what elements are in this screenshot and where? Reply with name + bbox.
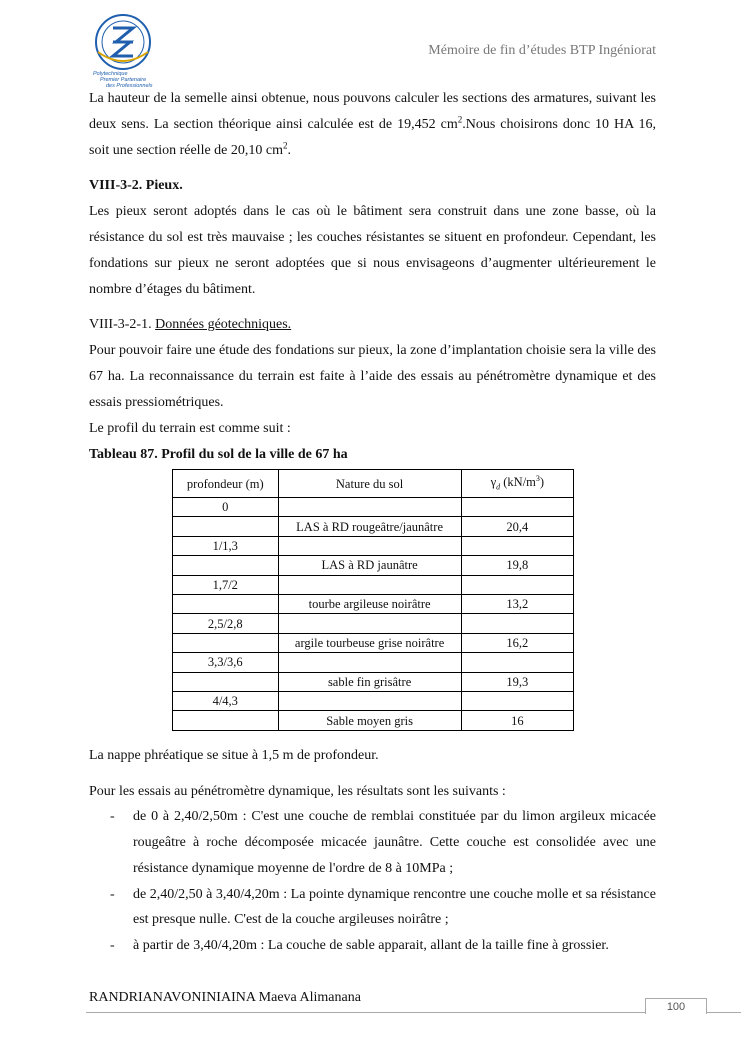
section-heading-pieux: VIII-3-2. Pieux. [89, 178, 183, 194]
table-header-row [173, 470, 574, 498]
school-logo [88, 12, 158, 88]
cell-gamma [461, 575, 573, 594]
cell-depth [173, 633, 279, 652]
cell-gamma: 13,2 [461, 594, 573, 613]
logo-tagline-1: Polytechnique [93, 71, 128, 77]
header-title: Mémoire de fin d’études BTP Ingéniorat [428, 43, 656, 58]
cell-depth [173, 594, 279, 613]
table-row [173, 594, 574, 613]
page-number: 100 [645, 998, 707, 1014]
list-dash: - [110, 938, 115, 954]
cell-soil: LAS à RD rougeâtre/jaunâtre [278, 517, 461, 536]
intro-sup-b: 2 [283, 139, 288, 150]
cell-depth [173, 556, 279, 575]
school-emblem-icon [88, 12, 158, 88]
cell-gamma: 16,2 [461, 633, 573, 652]
results-intro: Pour les essais au pénétromètre dynamique, les résultats sont les suivants : [89, 783, 506, 799]
table-row [173, 556, 574, 575]
footer-author: RANDRIANAVONINIAINA Maeva Alimanana [89, 990, 361, 1005]
cell-soil: LAS à RD jaunâtre [278, 556, 461, 575]
cell-depth: 1/1,3 [173, 536, 279, 555]
cell-soil: sable fin grisâtre [278, 672, 461, 691]
logo-tagline-3: des Professionnels [106, 83, 153, 88]
soil-profile-table [172, 469, 574, 730]
cell-gamma: 16 [461, 711, 573, 730]
gamma-close: ) [539, 475, 545, 490]
cell-soil: argile tourbeuse grise noirâtre [278, 633, 461, 652]
cell-gamma: 20,4 [461, 517, 573, 536]
cell-soil [278, 575, 461, 594]
cell-depth: 1,7/2 [173, 575, 279, 594]
gamma-subscript: d [496, 483, 501, 493]
cell-depth: 4/4,3 [173, 691, 279, 710]
header-depth: profondeur (m) [173, 470, 279, 498]
results-list [89, 804, 656, 959]
intro-sup-a: 2 [457, 114, 463, 125]
cell-depth [173, 711, 279, 730]
subsection-number: VIII-3-2-1. [89, 317, 156, 333]
list-dash: - [110, 886, 115, 902]
table-row [173, 691, 574, 710]
list-item [89, 933, 656, 959]
cell-gamma [461, 498, 573, 517]
table-caption: Tableau 87. Profil du sol de la ville de 67 ha [89, 447, 348, 463]
cell-depth: 3,3/3,6 [173, 653, 279, 672]
cell-soil [278, 653, 461, 672]
table-row [173, 498, 574, 517]
header-gamma [461, 470, 573, 498]
cell-soil: tourbe argileuse noirâtre [278, 594, 461, 613]
table-row [173, 536, 574, 555]
section-pieux-body: Les pieux seront adoptés dans le cas où le bâtiment sera construit dans une zone basse, où la résistance du sol est très mauvaise ; les couches résistantes se situent en profondeur. Cependant, les fondations sur pieux ne seront adoptées que si nous envisageons d’augmenter ultérieurement le nombre d’étages du bâtiment. [89, 204, 656, 297]
water-table-note: La nappe phréatique se situe à 1,5 m de profondeur. [89, 747, 379, 763]
document-body [89, 86, 656, 959]
header-soil: Nature du sol [278, 470, 461, 498]
gamma-unit: (kN/m [500, 475, 536, 490]
list-item-text: de 0 à 2,40/2,50m : C'est une couche de remblai constituée par du limon argileux micacée rougeâtre à roche décomposée micacée jaunâtre. Cette couche est consolidée avec une résistance dynamique moyenne de l'ordre de 8 à 10MPa ; [133, 809, 656, 876]
table-row [173, 614, 574, 633]
cell-gamma [461, 691, 573, 710]
cell-soil [278, 536, 461, 555]
logo-tagline-2: Premier Partenaire [100, 77, 147, 83]
list-item [89, 882, 656, 934]
gamma-symbol: γ [490, 475, 497, 490]
cell-soil: Sable moyen gris [278, 711, 461, 730]
intro-text-a: La hauteur de la semelle ainsi obtenue, nous pouvons calculer les sections des armatures, suivant les deux sens. La section théorique ainsi calculée est de 19,452 cm [89, 91, 656, 132]
cell-depth [173, 517, 279, 536]
cell-gamma: 19,8 [461, 556, 573, 575]
cell-depth [173, 672, 279, 691]
subsection-title: Données géotechniques. [155, 317, 292, 333]
subsection-heading [89, 312, 656, 338]
subsection-body-1: Pour pouvoir faire une étude des fondations sur pieux, la zone d’implantation choisie sera la ville des 67 ha. La reconnaissance du terrain est faite à l’aide des essais au pénétromètre dynamique et des essais pressiométriques. [89, 343, 656, 410]
cell-gamma [461, 536, 573, 555]
list-dash: - [110, 809, 115, 825]
table-row [173, 653, 574, 672]
footer-divider [86, 1012, 741, 1013]
table-row [173, 633, 574, 652]
list-item-text: de 2,40/2,50 à 3,40/4,20m : La pointe dynamique rencontre une couche molle et sa résistance est presque nulle. C'est de la couche argileuses noirâtre ; [133, 886, 656, 928]
table-row [173, 517, 574, 536]
cell-gamma [461, 653, 573, 672]
cell-soil [278, 614, 461, 633]
table-row [173, 711, 574, 730]
cell-gamma [461, 614, 573, 633]
list-item-text: à partir de 3,40/4,20m : La couche de sable apparait, allant de la taille fine à grossier. [133, 938, 609, 954]
cell-gamma: 19,3 [461, 672, 573, 691]
subsection-body-2: Le profil du terrain est comme suit : [89, 420, 291, 436]
table-row [173, 575, 574, 594]
intro-text-b: .Nous choisirons donc 10 HA 16, soit une section réelle de 20,10 cm [89, 116, 656, 158]
cell-depth: 2,5/2,8 [173, 614, 279, 633]
list-item [89, 804, 656, 881]
gamma-exponent: 3 [535, 474, 540, 484]
cell-depth: 0 [173, 498, 279, 517]
cell-soil [278, 498, 461, 517]
table-row [173, 672, 574, 691]
intro-paragraph [89, 86, 656, 163]
intro-text-c: . [287, 142, 291, 158]
cell-soil [278, 691, 461, 710]
